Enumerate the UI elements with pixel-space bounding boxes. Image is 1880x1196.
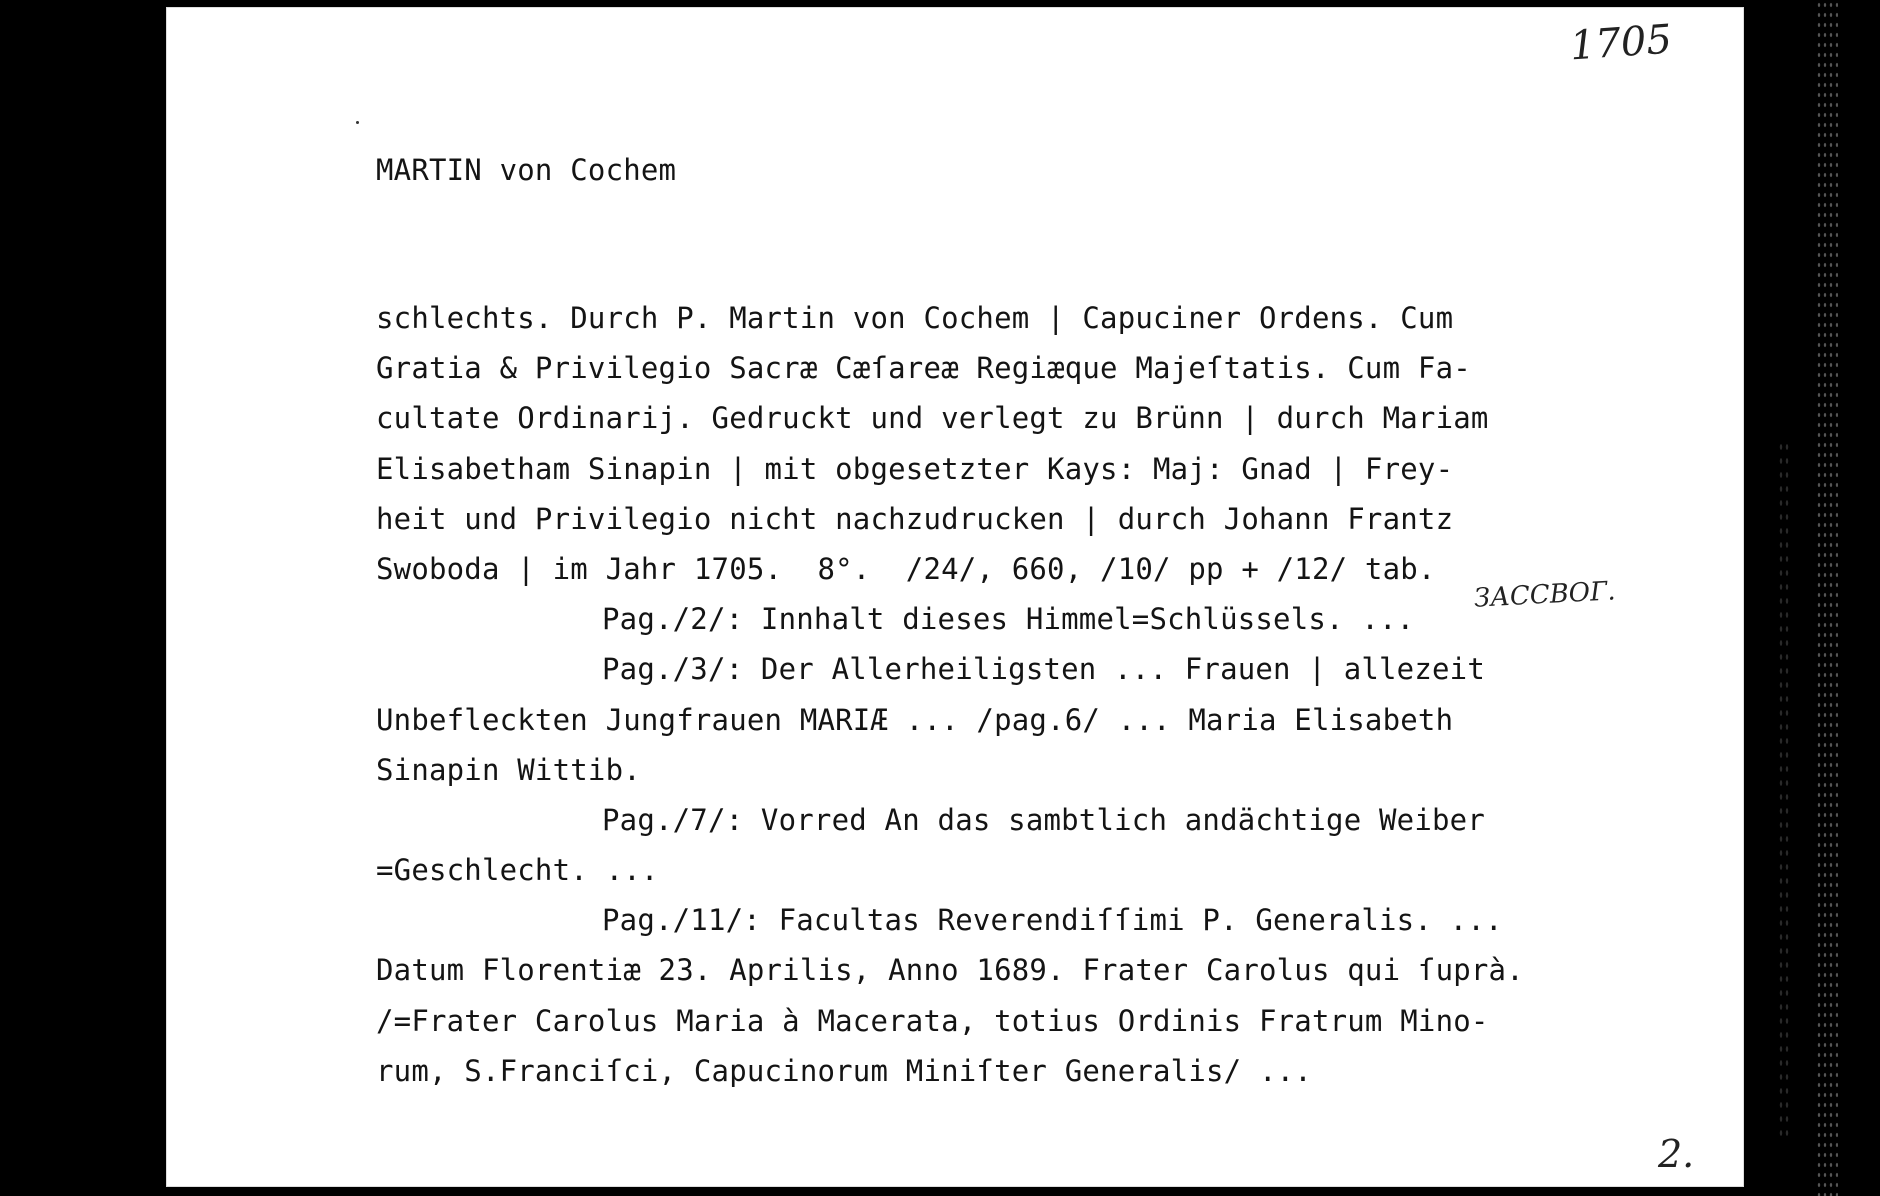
body-line: Pag./7/: Vorred An das sambtlich andächtige Weiber [602, 802, 1485, 837]
body-line: Elisabetham Sinapin | mit obgesetzter Kays: Maj: Gnad | Frey- [376, 451, 1454, 486]
body-line: schlechts. Durch P. Martin von Cochem | Capuciner Ordens. Cum [376, 301, 1454, 335]
body-line: /=Frater Carolus Maria à Macerata, totius Ordinis Fratrum Mino- [376, 1003, 1489, 1038]
body-line: Gratia & Privilegio Sacræ Cæſareæ Regiæque Majeſtatis. Cum Fa- [376, 351, 1471, 386]
handwritten-number-top: 1705 [1568, 16, 1674, 70]
handwritten-number-bottom: 2. [1658, 1132, 1695, 1176]
body-line: Pag./3/: Der Allerheiligsten ... Frauen | allezeit [602, 652, 1485, 687]
body-line: Pag./2/: Innhalt dieses Himmel=Schlüssels. ... [602, 602, 1415, 637]
body-line: heit und Privilegio nicht nachzudrucken | durch Johann Frantz [376, 501, 1454, 536]
body-line: =Geschlecht. ... [376, 853, 659, 888]
ink-speck [356, 121, 359, 124]
body-line: rum, S.Franciſci, Capucinorum Miniſter Generalis/ ... [376, 1053, 1312, 1088]
body-line: Pag./11/: Facultas Reverendiſſimi P. Generalis. ... [602, 903, 1503, 938]
card-body [376, 293, 1524, 1096]
body-line: Datum Florentiæ 23. Aprilis, Anno 1689. Frater Carolus qui ſuprà. [376, 953, 1524, 988]
scan-edge-noise [1816, 0, 1838, 1196]
handwritten-note: ЗАССВОГ. [1473, 576, 1617, 614]
body-line: Unbefleckten Jungfrauen MARIÆ ... /pag.6/ ... Maria Elisabeth [376, 702, 1454, 737]
body-line: Swoboda | im Jahr 1705. 8°. /24/, 660, /10/ pp + /12/ tab. [376, 551, 1436, 586]
scan-edge-noise-inner [1778, 440, 1790, 1140]
body-line: cultate Ordinarij. Gedruckt und verlegt zu Brünn | durch Mariam [376, 401, 1489, 436]
card-heading: MARTIN von Cochem [376, 153, 677, 187]
body-line: Sinapin Wittib. [376, 752, 641, 787]
